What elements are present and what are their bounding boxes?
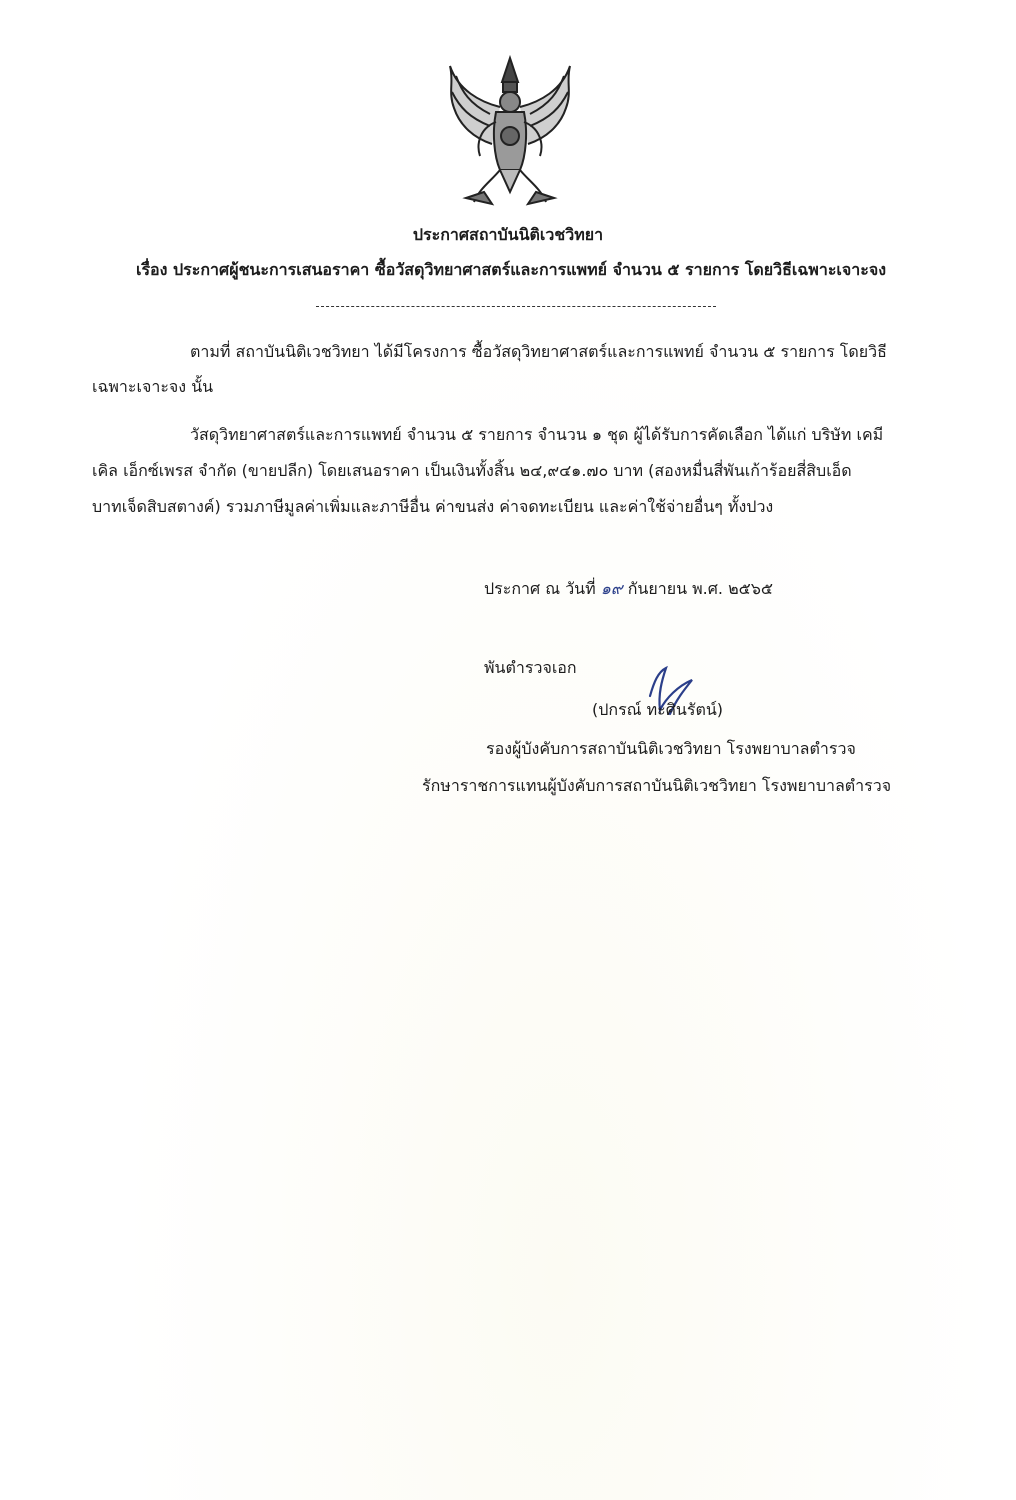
paragraph1-line1: ตามที่ สถาบันนิติเวชวิทยา ได้มีโครงการ ซื้อวัสดุวิทยาศาสตร์และการแพทย์ จำนวน ๕ รายการ โดยวิธี <box>190 342 887 361</box>
document-subject: เรื่อง ประกาศผู้ชนะการเสนอราคา ซื้อวัสดุวิทยาศาสตร์และการแพทย์ จำนวน ๕ รายการ โดยวิธีเฉพาะเจาะจง <box>135 260 887 279</box>
paragraph2-line3: บาทเจ็ดสิบสตางค์) รวมภาษีมูลค่าเพิ่มและภาษีอื่น ค่าขนส่ง ค่าจดทะเบียน และค่าใช้จ่ายอื่นๆ ทั้งปวง <box>92 497 774 516</box>
signer-name: (ปกรณ์ ทะศินรัตน์) <box>592 700 724 719</box>
announcement-date <box>484 578 773 600</box>
garuda-emblem-icon <box>440 52 580 210</box>
date-prefix: ประกาศ ณ วันที่ <box>484 579 596 598</box>
paragraph1-line2: เฉพาะเจาะจง นั้น <box>92 377 214 396</box>
paragraph2-line1: วัสดุวิทยาศาสตร์และการแพทย์ จำนวน ๕ รายการ จำนวน ๑ ชุด ผู้ได้รับการคัดเลือก ได้แก่ บริษัท เคมี <box>190 425 884 444</box>
signer-position-1: รองผู้บังคับการสถาบันนิติเวชวิทยา โรงพยาบาลตำรวจ <box>486 739 856 758</box>
title-divider <box>316 306 716 307</box>
document-title: ประกาศสถาบันนิติเวชวิทยา <box>412 225 604 244</box>
paragraph2-line2: เคิล เอ็กซ์เพรส จำกัด (ขายปลีก) โดยเสนอราคา เป็นเงินทั้งสิ้น ๒๔,๙๔๑.๗๐ บาท (สองหมื่นสี่พันเก้าร้อยสี่สิบเอ็ด <box>92 461 852 480</box>
signer-position-2: รักษาราชการแทนผู้บังคับการสถาบันนิติเวชวิทยา โรงพยาบาลตำรวจ <box>422 776 892 795</box>
date-day: ๑๙ <box>600 579 623 598</box>
date-month-year: กันยายน พ.ศ. ๒๕๖๕ <box>627 579 773 598</box>
signer-rank: พันตำรวจเอก <box>484 658 577 677</box>
